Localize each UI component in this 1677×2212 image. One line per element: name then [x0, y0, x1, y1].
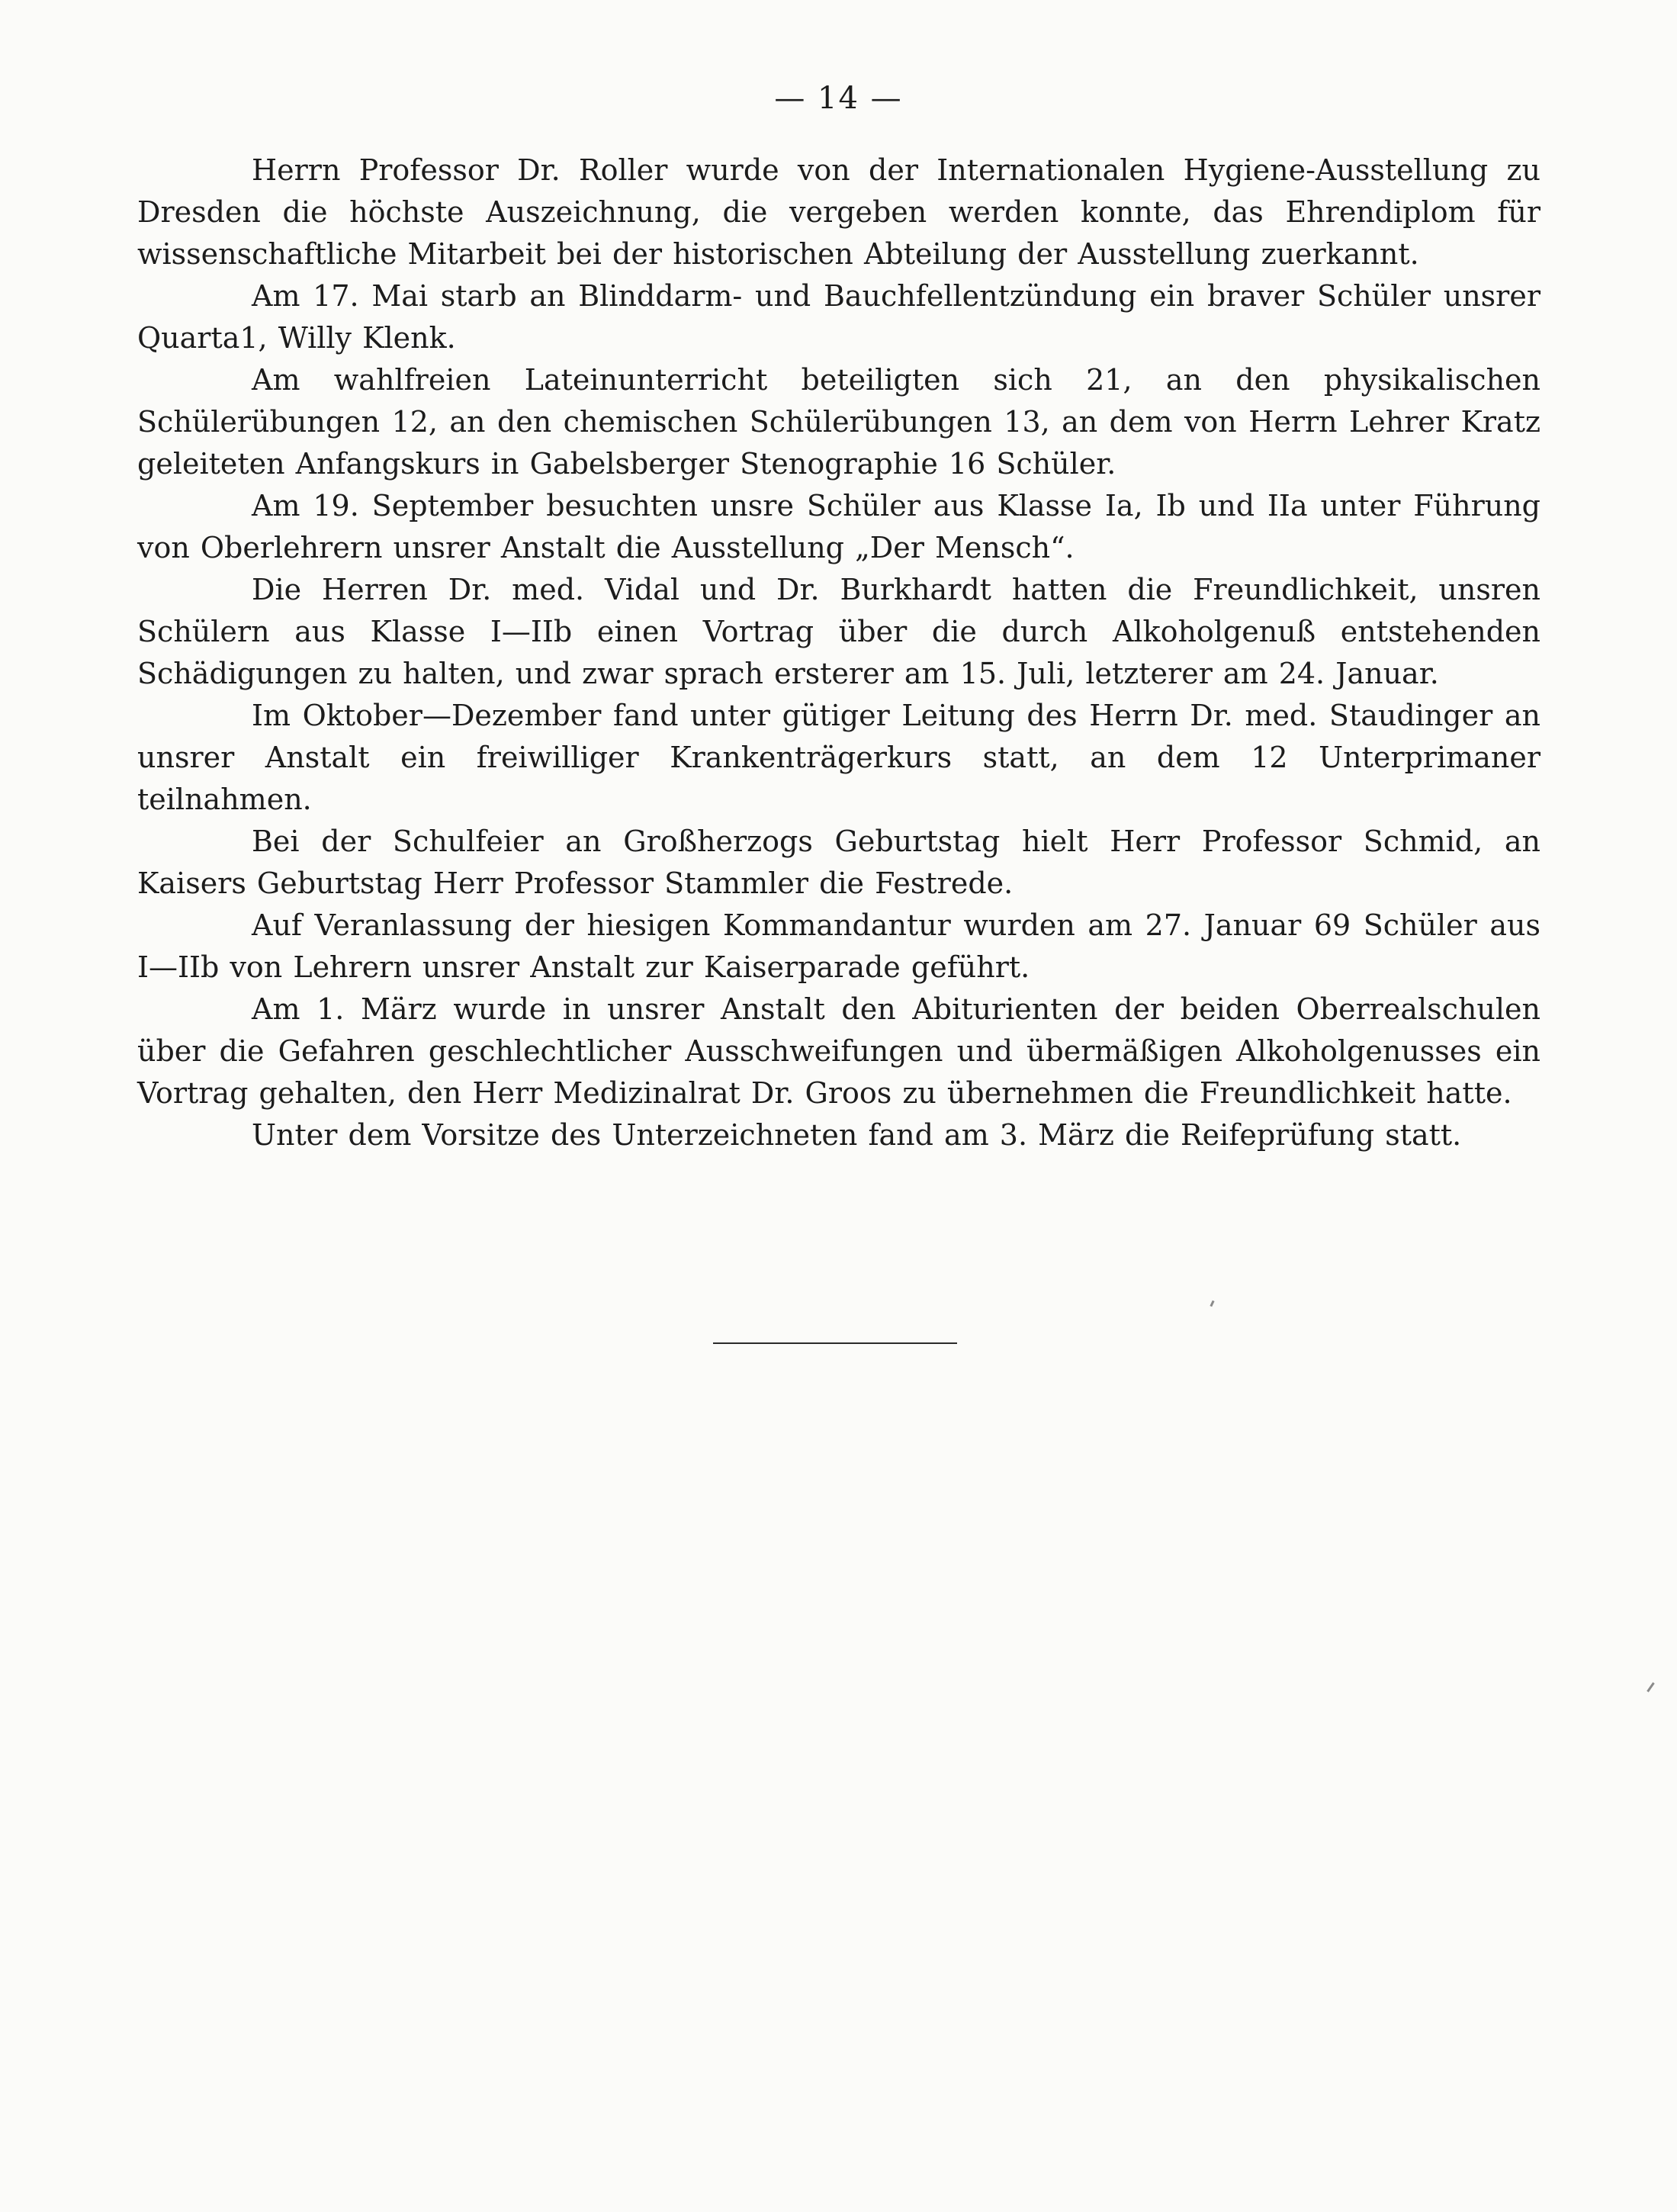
paragraph-alcohol-lectures: Die Herren Dr. med. Vidal und Dr. Burkhardt hatten die Freundlichkeit, unsren Schülern aus Klasse I—IIb einen Vortrag über die durch Alkoholgenuß entstehenden Schädigungen zu halten, und zwar sprach ersterer am 15. Juli, letzterer am 24. Januar. — [137, 573, 1540, 690]
paragraph-elective-courses: Am wahlfreien Lateinunterricht beteiligten sich 21, an den physikalischen Schülerübungen 12, an den chemischen Schülerübungen 13, an dem von Herrn Lehrer Kratz geleiteten Anfangskurs in Gabelsberger Stenographie 16 Schüler. — [137, 363, 1540, 481]
paragraph-imperial-parade: Auf Veranlassung der hiesigen Kommandantur wurden am 27. Januar 69 Schüler aus I—IIb von Lehrern unsrer Anstalt zur Kaiserparade geführt. — [137, 908, 1540, 984]
section-divider — [713, 1342, 957, 1344]
paragraph-roller-award: Herrn Professor Dr. Roller wurde von der Internationalen Hygiene-Ausstellung zu Dresden die höchste Auszeichnung, die vergeben werden konnte, das Ehrendiplom für wissenschaftliche Mitarbeit bei der historischen Abteilung der Ausstellung zuerkannt. — [137, 153, 1540, 271]
paper-speck — [1210, 1301, 1214, 1307]
paragraph-final-exam: Unter dem Vorsitze des Unterzeichneten fand am 3. März die Reifeprüfung statt. — [252, 1118, 1462, 1152]
paragraph-abiturient-lecture: Am 1. März wurde in unsrer Anstalt den Abiturienten der beiden Oberrealschulen über die Gefahren geschlechtlicher Ausschweifungen und übermäßigen Alkoholgenusses ein Vortrag gehalten, den Herr Medizinalrat Dr. Groos zu übernehmen die Freundlichkeit hatte. — [137, 992, 1540, 1110]
paper-speck — [1646, 1682, 1654, 1692]
paragraph-exhibition-visit: Am 19. September besuchten unsre Schüler aus Klasse Ia, Ib und IIa unter Führung von Oberlehrern unsrer Anstalt die Ausstellung „Der Mensch“. — [137, 489, 1540, 564]
page-number: — 14 — — [774, 81, 903, 116]
paragraph-obituary: Am 17. Mai starb an Blinddarm- und Bauchfellentzündung ein braver Schüler unsrer Quarta1, Willy Klenk. — [137, 279, 1540, 355]
body-text — [137, 150, 1540, 1156]
paragraph-first-aid-course: Im Oktober—Dezember fand unter gütiger Leitung des Herrn Dr. med. Staudinger an unsrer Anstalt ein freiwilliger Krankenträgerkurs statt, an dem 12 Unterprimaner teilnahmen. — [137, 699, 1540, 816]
paragraph-school-celebrations: Bei der Schulfeier an Großherzogs Geburtstag hielt Herr Professor Schmid, an Kaisers Geburtstag Herr Professor Stammler die Festrede. — [137, 825, 1540, 900]
